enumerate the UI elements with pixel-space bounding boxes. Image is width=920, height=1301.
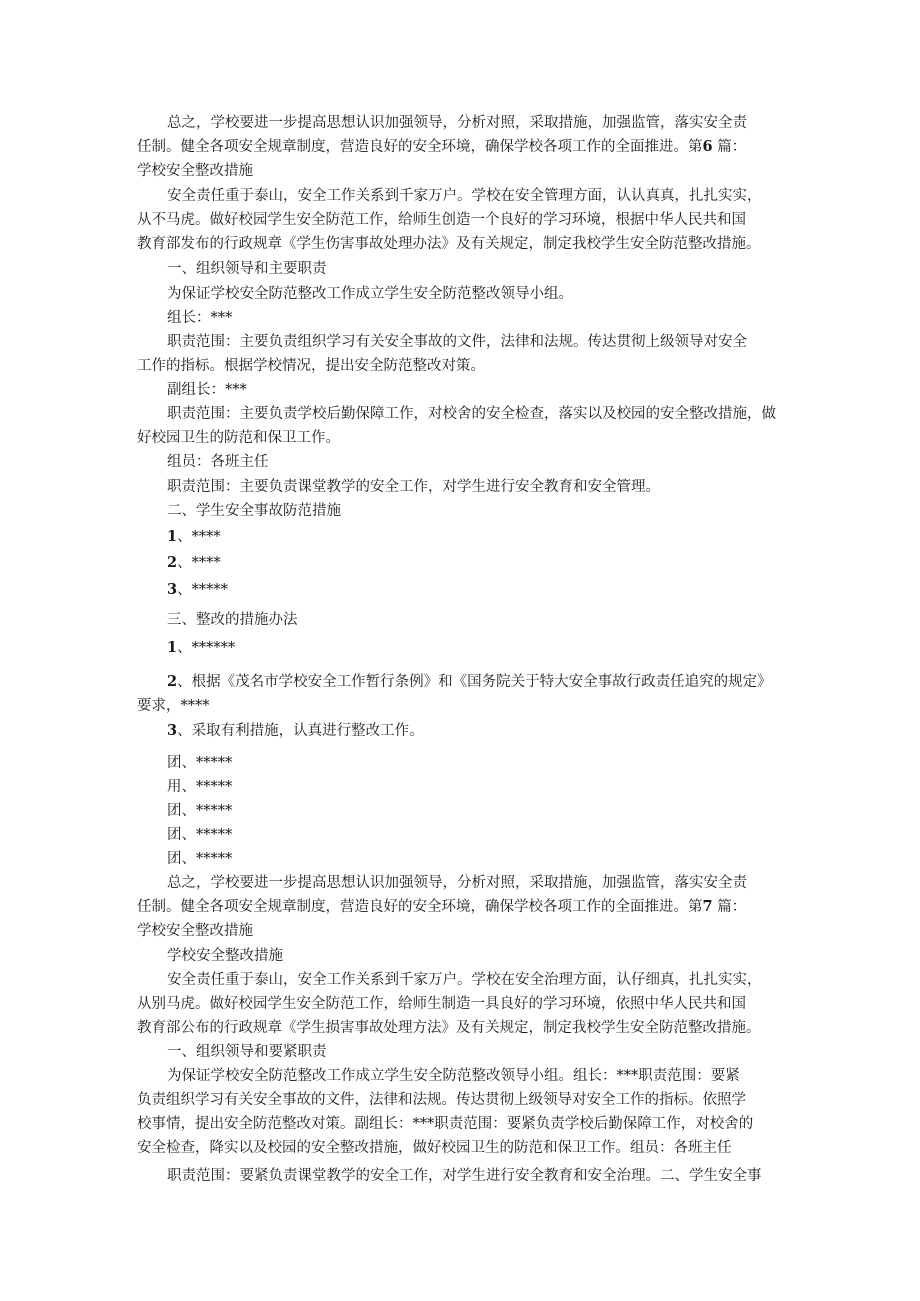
text-span: 任制。健全各项安全规章制度，营造良好的安全环境，确保学校各项工作的全面推进。第: [137, 139, 703, 155]
list-item: [167, 638, 235, 658]
list-item: 团、*****: [167, 755, 233, 771]
heading: 一、组织领导和要紧职责: [167, 1044, 327, 1060]
text-span: 篇：: [712, 899, 747, 915]
text-line: 校事情，提出安全防范整改对策。副组长：***职责范围：要紧负责学校后勤保障工作，对校舍的: [137, 1116, 754, 1132]
text-line: 职责范围：主要负责学校后勤保障工作，对校舍的安全检查，落实以及校园的安全整改措施，做: [167, 406, 776, 422]
text-line: 职责范围：主要负责组织学习有关安全事故的文件，法律和法规。传达贯彻上级领导对安全: [167, 334, 747, 350]
item-number: 1: [167, 639, 178, 656]
text-line: 教育部公布的行政规章《学生损害事故处理方法》及有关规定，制定我校学生安全防范整改措施。: [137, 1020, 761, 1036]
text-line: 安全责任重于泰山，安全工作关系到千家万户。学校在安全管理方面，认认真真，扎扎实实，: [167, 188, 762, 204]
text-line: 教育部发布的行政规章《学生伤害事故处理办法》及有关规定，制定我校学生安全防范整改措施。: [137, 236, 761, 252]
text-line: 安全责任重于泰山，安全工作关系到千家万户。学校在安全治理方面，认仔细真，扎扎实实，: [167, 972, 762, 988]
list-item: 团、*****: [167, 827, 233, 843]
list-item: [167, 672, 772, 692]
text-span: 任制。健全各项安全规章制度，营造良好的安全环境，确保学校各项工作的全面推进。第: [137, 899, 703, 915]
text-line: 为保证学校安全防范整改工作成立学生安全防范整改领导小组。: [167, 286, 573, 302]
list-item: 团、*****: [167, 851, 233, 867]
item-text: 、采取有利措施，认真进行整改工作。: [177, 723, 424, 739]
text-line: 职责范围：要紧负责课堂教学的安全工作，对学生进行安全教育和安全治理。二、学生安全事: [167, 1168, 762, 1184]
text-line: 要求，****: [137, 698, 210, 714]
text-line: 总之，学校要进一步提高思想认识加强领导，分析对照，采取措施，加强监管，落实安全责: [167, 115, 747, 131]
text-line: [137, 897, 746, 917]
text-line: 好校园卫生的防范和保卫工作。: [137, 430, 340, 446]
item-text: 、****: [177, 555, 221, 571]
text-line: 为保证学校安全防范整改工作成立学生安全防范整改领导小组。组长：***职责范围：要紧: [167, 1068, 740, 1084]
text-line: 职责范围：主要负责课堂教学的安全工作，对学生进行安全教育和安全管理。: [167, 479, 660, 495]
text-span: 篇：: [712, 139, 747, 155]
list-item: [167, 527, 221, 547]
text-line: 从别马虎。做好校园学生安全防范工作，给师生制造一具良好的学习环境，依照中华人民共和国: [137, 996, 746, 1012]
list-item: 团、*****: [167, 803, 233, 819]
section-title: 学校安全整改措施: [137, 163, 253, 179]
item-number: 2: [167, 554, 178, 571]
list-item: [167, 553, 221, 573]
text-line: 从不马虎。做好校园学生安全防范工作，给师生创造一个良好的学习环境，根据中华人民共和国: [137, 212, 746, 228]
item-text: 、*****: [177, 582, 228, 598]
section-title: 学校安全整改措施: [167, 948, 283, 964]
text-line: 安全检查，降实以及校园的安全整改措施，做好校园卫生的防范和保卫工作。组员：各班主任: [137, 1140, 732, 1156]
text-line: [137, 137, 746, 157]
chapter-number: 6: [702, 138, 713, 155]
list-item: [167, 580, 228, 600]
item-number: 2: [167, 673, 178, 690]
item-number: 3: [167, 722, 178, 739]
section-title: 学校安全整改措施: [137, 923, 253, 939]
chapter-number: 7: [702, 898, 713, 915]
item-text: 、****: [177, 529, 221, 545]
heading: 三、整改的措施办法: [167, 612, 298, 628]
text-line: 负责组织学习有关安全事故的文件，法律和法规。传达贯彻上级领导对安全工作的指标。依照学: [137, 1092, 746, 1108]
item-text: 、******: [177, 640, 236, 656]
item-number: 1: [167, 528, 178, 545]
text-line: 组员：各班主任: [167, 454, 269, 470]
text-line: 工作的指标。根据学校情况，提出安全防范整改对策。: [137, 358, 485, 374]
heading: 一、组织领导和主要职责: [167, 261, 327, 277]
heading: 二、学生安全事故防范措施: [167, 503, 341, 519]
text-line: 副组长：***: [167, 382, 247, 398]
text-line: 总之，学校要进一步提高思想认识加强领导，分析对照，采取措施，加强监管，落实安全责: [167, 875, 747, 891]
item-text: 、根据《茂名市学校安全工作暂行条例》和《国务院关于特大安全事故行政责任追究的规定》: [177, 674, 772, 690]
list-item: 用、*****: [167, 779, 233, 795]
list-item: [167, 721, 424, 741]
text-line: 组长：***: [167, 310, 233, 326]
item-number: 3: [167, 581, 178, 598]
